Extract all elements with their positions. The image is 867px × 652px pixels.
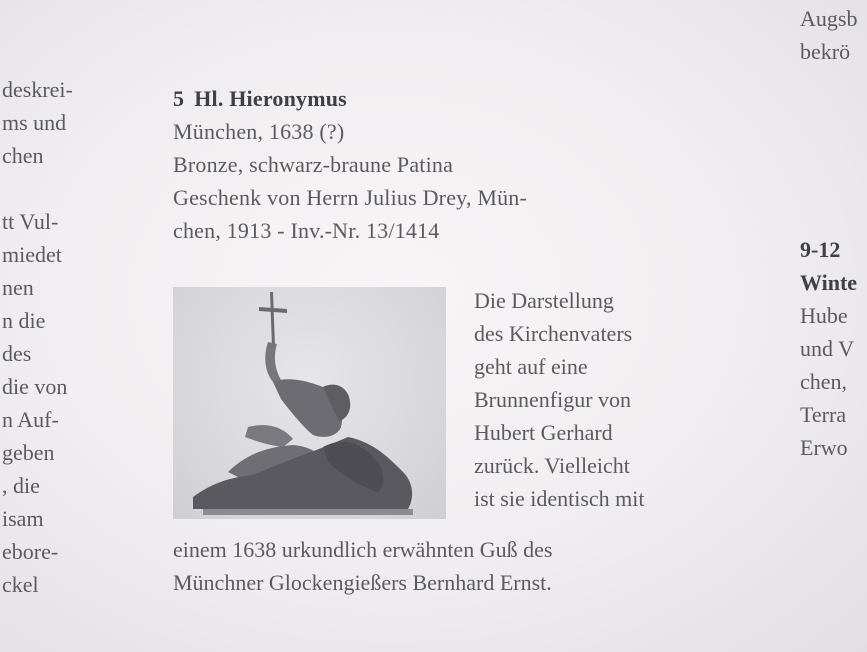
right-line: Augsb [800, 6, 858, 31]
right-entry-number: 9-12 [800, 237, 841, 262]
right-column-spacer [800, 68, 867, 233]
right-line: chen, [800, 369, 848, 394]
left-column-text [2, 73, 112, 601]
left-line [2, 172, 112, 205]
left-line: miedet [2, 242, 62, 267]
entry-provenance: Geschenk von Herrn Julius Drey, Mün- [173, 185, 528, 210]
description-line: zurück. Vielleicht [474, 453, 630, 478]
sculpture-photo [173, 287, 446, 519]
left-line: tt Vul- [2, 209, 59, 234]
right-line: und V [800, 336, 854, 361]
left-line: n Auf- [2, 407, 59, 432]
right-column-text [800, 2, 867, 464]
right-line: bekrö [800, 39, 851, 64]
entry-number: 5 [173, 86, 185, 111]
right-line: Erwo [800, 435, 848, 460]
description-line: Brunnenfigur von [474, 387, 632, 412]
right-entry-title: Winte [800, 270, 858, 295]
entry-origin: München, 1638 (?) [173, 119, 345, 144]
left-line: ms und [2, 110, 67, 135]
entry-inventory: chen, 1913 - Inv.-Nr. 13/1414 [173, 218, 440, 243]
left-line: nen [2, 275, 34, 300]
description-line: einem 1638 urkundlich erwähnten Guß des [173, 537, 553, 562]
description-line: Die Darstellung [474, 288, 614, 313]
left-line: geben [2, 440, 55, 465]
entry-title: Hl. Hieronymus [194, 86, 347, 111]
left-line: deskrei- [2, 77, 73, 102]
description-line: geht auf eine [474, 354, 588, 379]
description-line: des Kirchenvaters [474, 321, 633, 346]
description-line: Hubert Gerhard [474, 420, 613, 445]
hieronymus-sculpture-image [173, 287, 446, 519]
left-line: chen [2, 143, 44, 168]
left-line: des [2, 341, 32, 366]
description-line: ist sie identisch mit [474, 486, 645, 511]
left-line: die von [2, 374, 68, 399]
left-line: ebore- [2, 539, 59, 564]
entry-heading [173, 82, 733, 115]
description-line: Münchner Glockengießers Bernhard Ernst. [173, 570, 552, 595]
entry-material: Bronze, schwarz-braune Patina [173, 152, 454, 177]
left-line: , die [2, 473, 40, 498]
description-text [474, 284, 734, 515]
right-line: Terra [800, 402, 847, 427]
catalogue-entry [173, 82, 733, 247]
left-line: isam [2, 506, 44, 531]
right-line: Hube [800, 303, 848, 328]
left-line: n die [2, 308, 46, 333]
left-line: ckel [2, 572, 39, 597]
description-continuation [173, 533, 733, 599]
